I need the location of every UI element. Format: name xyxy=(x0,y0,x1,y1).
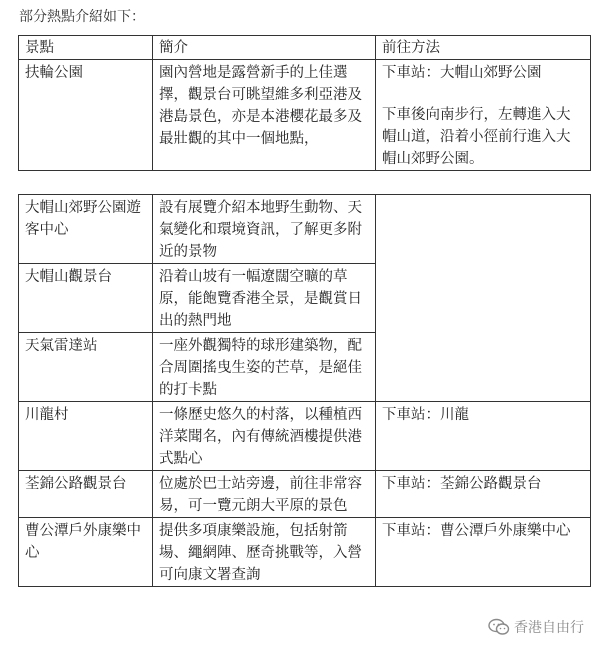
attraction-description: 園內營地是露營新手的上佳選擇，觀景台可眺望維多利亞港及港島景色，亦是本港櫻花最多及最壯觀的其中一個地點， xyxy=(153,60,376,171)
attraction-route xyxy=(376,60,591,171)
header-description: 簡介 xyxy=(153,36,376,60)
attraction-description: 一條歷史悠久的村落，以種植西洋菜聞名，內有傳統酒樓提供港式點心 xyxy=(153,402,376,471)
table-row xyxy=(19,518,591,587)
header-attraction: 景點 xyxy=(19,36,153,60)
attraction-description: 一座外觀獨特的球形建築物，配合周圍搖曳生姿的芒草，是絕佳的打卡點 xyxy=(153,333,376,402)
attraction-description: 位處於巴士站旁邊，前往非常容易，可一覽元朗大平原的景色 xyxy=(153,471,376,518)
attraction-route xyxy=(376,195,591,402)
attraction-name: 荃錦公路觀景台 xyxy=(19,471,153,518)
watermark xyxy=(488,617,584,637)
watermark-text: 香港自由行 xyxy=(514,620,584,636)
table-row xyxy=(19,195,591,264)
intro-text: 部分熱點介紹如下： xyxy=(19,9,145,25)
attraction-name: 天氣雷達站 xyxy=(19,333,153,402)
attraction-name: 大帽山郊野公園遊客中心 xyxy=(19,195,153,264)
attraction-route: 下車站：荃錦公路觀景台 xyxy=(376,471,591,518)
table-header-row xyxy=(19,36,591,60)
table-row xyxy=(19,471,591,518)
attraction-name: 扶輪公園 xyxy=(19,60,153,171)
attraction-description: 設有展覽介紹本地野生動物、天氣變化和環境資訊，了解更多附近的景物 xyxy=(153,195,376,264)
attraction-name: 大帽山觀景台 xyxy=(19,264,153,333)
route-detail: 下車後向南步行，左轉進入大帽山道，沿着小徑前行進入大帽山郊野公園。 xyxy=(382,107,571,167)
attraction-name: 川龍村 xyxy=(19,402,153,471)
attractions-table-header xyxy=(18,35,591,171)
attraction-description: 沿着山坡有一幅遼闊空曠的草原，能飽覽香港全景，是觀賞日出的熱門地 xyxy=(153,264,376,333)
route-stop: 下車站：大帽山郊野公園 xyxy=(382,65,542,81)
attraction-route: 下車站：曹公潭戶外康樂中心 xyxy=(376,518,591,587)
table-row xyxy=(19,60,591,171)
attractions-table xyxy=(18,194,591,587)
wechat-icon xyxy=(488,618,510,636)
header-route: 前往方法 xyxy=(376,36,591,60)
table-row xyxy=(19,402,591,471)
attraction-route: 下車站：川龍 xyxy=(376,402,591,471)
attraction-description: 提供多項康樂設施，包括射箭場、繩網陣、歷奇挑戰等，入營可向康文署查詢 xyxy=(153,518,376,587)
attraction-name: 曹公潭戶外康樂中心 xyxy=(19,518,153,587)
